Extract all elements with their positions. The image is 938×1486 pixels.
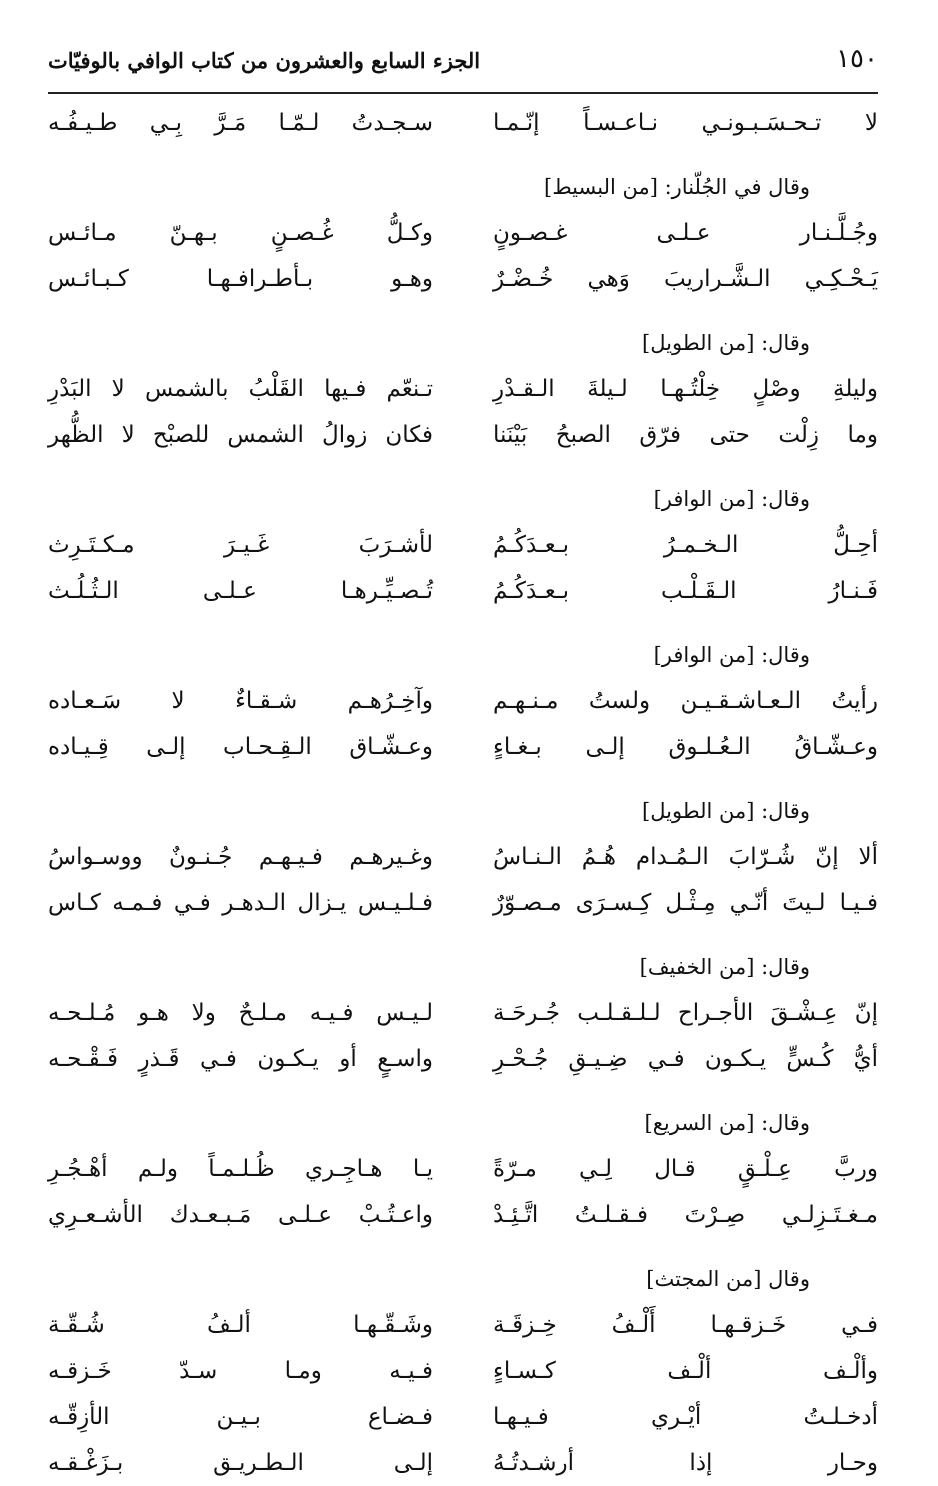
verse-first-hemistich: وليلةِ وصْلٍ خِلْتُـهـا لـيلةَ الـقـدْرِ — [493, 376, 878, 402]
verse-second-hemistich: وشَـقّـهـا ألـفُ شُـقّـة — [48, 1312, 433, 1338]
poem-intro: وقال: [من الطويل] — [642, 799, 810, 823]
verse-line — [48, 256, 878, 302]
verse-first-hemistich: لا تـحـسَـبـونـي نـاعـسـاً إنّـمـا — [493, 110, 878, 136]
verse-line — [48, 880, 878, 926]
verse-line — [48, 1394, 878, 1440]
verse-second-hemistich: وكـلُّ غُـصـنٍ بـهـنّ مـائـس — [48, 220, 433, 246]
verse-first-hemistich: وألْـف ألْـف كـسـاءٍ — [493, 1358, 878, 1384]
verse-line — [48, 724, 878, 770]
verse-second-hemistich: وهـو بـأطـرافـهـا كـبـائـس — [48, 266, 433, 292]
poem-intro: وقال في الجُلّنار: [من البسيط] — [544, 175, 810, 199]
poem-intro: وقال [من المجتث] — [646, 1267, 810, 1291]
verse-line — [48, 100, 878, 146]
verse-second-hemistich: تُـصـيِّـرهـا عـلـى الـثُـلُـث — [48, 578, 433, 604]
verse-line — [48, 210, 878, 256]
verse-second-hemistich: وغـيرهـم فـيـهـم جُـنـونٌ ووسـواسُ — [48, 844, 433, 870]
header-rule — [48, 92, 878, 94]
poem-intro: وقال: [من السريع] — [644, 1111, 810, 1135]
verse-second-hemistich: وعـشّـاق الـقِـحـاب إلـى قِـيـاده — [48, 734, 433, 760]
verse-first-hemistich: وحـار إذا أرشـدتُـهُ — [493, 1450, 878, 1476]
verse-second-hemistich: فكان زوالُ الشمس للصبْح لا الظُّهر — [48, 422, 433, 448]
block-gap — [48, 614, 878, 632]
block-gap — [48, 1082, 878, 1100]
verse-first-hemistich: إنّ عِـشْـقَ الأجـراح لـلـقـلـب جُـرحَـة — [493, 1000, 878, 1026]
verse-first-hemistich: وعـشّـاقُ الـعُـلـوق إلـى بـغـاءٍ — [493, 734, 878, 760]
verse-second-hemistich: لأشـرَبَ غَـيـرَ مـكـتَـرِث — [48, 532, 433, 558]
block-gap — [48, 770, 878, 788]
poem-content — [48, 100, 878, 1486]
verse-line — [48, 1440, 878, 1486]
verse-line — [48, 412, 878, 458]
block-gap — [48, 146, 878, 164]
verse-line — [48, 568, 878, 614]
verse-second-hemistich: فـلـيـس يـزال الـدهـر فـي فـمـه كـاس — [48, 890, 433, 916]
verse-line — [48, 834, 878, 880]
block-gap — [48, 458, 878, 476]
page-number: ١٥٠ — [836, 44, 878, 74]
verse-line — [48, 990, 878, 1036]
verse-first-hemistich: وربَّ عِـلْـقٍ قـال لِـي مـرّةً — [493, 1156, 878, 1182]
poem-intro: وقال: [من الطويل] — [642, 331, 810, 355]
running-title: الجزء السابع والعشرون من كتاب الوافي بالوفيّات — [48, 48, 481, 73]
poem-intro: وقال: [من الوافر] — [653, 643, 810, 667]
verse-first-hemistich: يَـحْـكِـي الـشَّـراريبَ وَهي خُـضْـرٌ — [493, 266, 878, 292]
verse-second-hemistich: تـنعّم فـيها القَلْبُ بالشمس لا البَدْرِ — [48, 376, 433, 402]
verse-first-hemistich: أحِـلُّ الـخـمـرُ بـعـدَكُـمُ — [493, 532, 878, 558]
verse-line — [48, 1036, 878, 1082]
verse-line — [48, 1146, 878, 1192]
verse-first-hemistich: فَـنـارُ الـقَـلْـب بـعـدَكُـمُ — [493, 578, 878, 604]
poem-intro: وقال: [من الوافر] — [653, 487, 810, 511]
verse-line — [48, 1192, 878, 1238]
verse-second-hemistich: سـجـدتُ لـمّـا مَـرَّ بِـي طـيـفُـه — [48, 110, 433, 136]
verse-first-hemistich: رأيتُ الـعـاشـقـيـن ولستُ مـنـهـم — [493, 688, 878, 714]
verse-second-hemistich: إلـى الـطـريـق بـزَغْـقـه — [48, 1450, 433, 1476]
verse-second-hemistich: لـيـس فـيـه مـلـحٌ ولا هـو مُـلـحـه — [48, 1000, 433, 1026]
verse-second-hemistich: يـا هـاجِـري ظُـلـمـاً ولـم أهْـجُـرِ — [48, 1156, 433, 1182]
verse-second-hemistich: وآخِـرُهـم شـقـاءٌ لا سَـعـاده — [48, 688, 433, 714]
verse-first-hemistich: وجُـلَّـنـار عـلـى غـصـونٍ — [493, 220, 878, 246]
verse-first-hemistich: فـي خَـزقـهـا أَلْـفُ خِـزقَـة — [493, 1312, 878, 1338]
verse-first-hemistich: وما زِلْت حتى فرّق الصبحُ بَيْنَنا — [493, 422, 878, 448]
verse-second-hemistich: فـيـه ومـا سـدّ خَـزقـه — [48, 1358, 433, 1384]
verse-second-hemistich: واعـتُـبْ عـلـى مَـبـعـدك الأشـعـرِي — [48, 1202, 433, 1228]
verse-second-hemistich: واسـعٍ أو يـكـون فـي قَـذرٍ فَـقْـحـه — [48, 1046, 433, 1072]
poem-intro: وقال: [من الخفيف] — [639, 955, 810, 979]
block-gap — [48, 1238, 878, 1256]
verse-second-hemistich: فـضـاع بـيـن الأزِقّـه — [48, 1404, 433, 1430]
verse-first-hemistich: أدخـلـتُ أيْـري فـيـهـا — [493, 1404, 878, 1430]
block-gap — [48, 302, 878, 320]
verse-line — [48, 1348, 878, 1394]
verse-first-hemistich: ألا إنّ شُـرّابَ الـمُـدام هُـمُ الـنـاسُ — [493, 844, 878, 870]
verse-first-hemistich: فـيـا لـيتَ أنّـي مِـثْـل كِـسـرَى مـصـوّرٌ — [493, 890, 878, 916]
verse-first-hemistich: أيُّ كُـسٍّ يـكـون فـي ضِـيـقِ جُـحْـرِ — [493, 1046, 878, 1072]
verse-line — [48, 366, 878, 412]
verse-line — [48, 678, 878, 724]
verse-first-hemistich: مـغـتَـزِلـي صِـرْتَ فـقـلـتُ اتَّـئِـدْ — [493, 1202, 878, 1228]
verse-line — [48, 522, 878, 568]
block-gap — [48, 926, 878, 944]
verse-line — [48, 1302, 878, 1348]
page-header — [48, 38, 878, 88]
